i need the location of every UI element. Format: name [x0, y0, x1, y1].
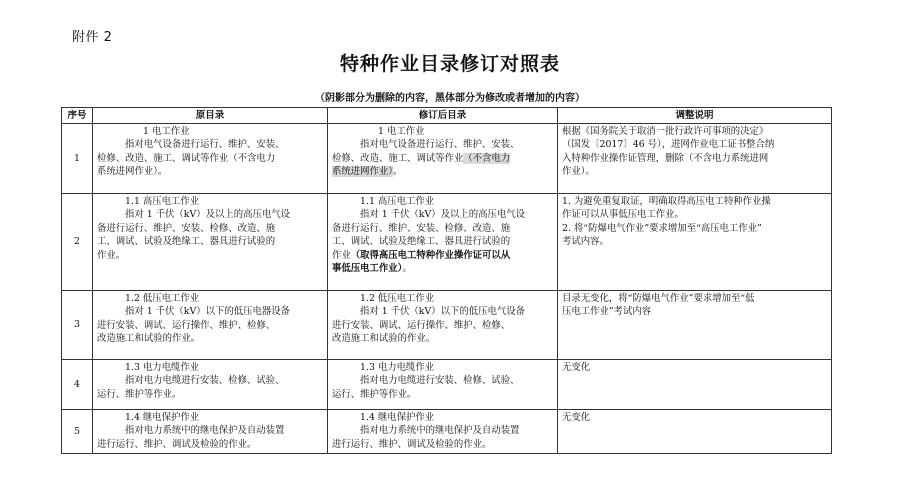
- cell-line: 1.3 电力电缆作业: [125, 362, 200, 373]
- cell-line: 进行安装、调试、运行操作、维护、检修、: [332, 319, 511, 331]
- cell-line: 备进行运行、维护、安装、检修、改造、施: [97, 222, 276, 234]
- cell-line: 工、调试、试验及绝缘工、器具进行试验的: [332, 236, 511, 248]
- cell-line: 改造施工和试验的作业。: [97, 333, 201, 345]
- header-original: 原目录: [93, 108, 328, 124]
- document-title: 特种作业目录修订对照表: [339, 53, 560, 75]
- cell-line: 作业。: [97, 249, 126, 261]
- document-subtitle: （阴影部分为删除的内容，黑体部分为修改或者增加的内容）: [315, 93, 585, 104]
- original-cell: [93, 291, 328, 360]
- cell-line: 1.4 继电保护作业: [125, 412, 200, 423]
- cell-line: 指对 1 千伏（kV）及以上的高压电气设: [360, 209, 526, 221]
- cell-line: [332, 249, 553, 262]
- note-cell: [558, 410, 832, 454]
- cell-line: 工、调试、试验及绝缘工、器具进行试验的: [97, 236, 276, 248]
- cell-line: 1 电工作业: [143, 126, 190, 137]
- cell-line: [332, 152, 553, 165]
- cell-line: 进行运行、维护、调试及检验的作业。: [97, 438, 257, 450]
- deleted-text-shaded: 系统进网作业）: [332, 166, 393, 178]
- original-cell: [93, 194, 328, 291]
- added-text-bold: （取得高压电工特种作业操作证可以从: [350, 249, 511, 261]
- table-row: [62, 194, 832, 291]
- cell-line: 运行、维护等作业。: [97, 388, 182, 400]
- cell-line: 指对电力系统中的继电保护及自动装置: [360, 425, 520, 437]
- table-header-row: [62, 108, 832, 124]
- cell-line: 考试内容。: [562, 236, 609, 248]
- cell-line: 入特种作业操作证管理，删除（不含电力系统进网: [562, 152, 769, 164]
- revised-cell: [328, 410, 558, 454]
- plain-text: 。: [392, 166, 403, 178]
- cell-line: 1.2 低压电工作业: [125, 293, 200, 304]
- cell-line: 根据《国务院关于取消一批行政许可事项的决定》: [562, 126, 769, 137]
- original-cell: [93, 124, 328, 194]
- note-cell: [558, 194, 832, 291]
- row-number: 5: [62, 410, 93, 454]
- note-cell: [558, 291, 832, 360]
- cell-line: 进行运行、维护、调试及检验的作业。: [332, 438, 492, 450]
- cell-line: 检修、改造、施工、调试等作业（不含电力: [97, 152, 276, 164]
- revised-cell: [328, 360, 558, 410]
- cell-line: 压电工作业”考试内容: [562, 306, 652, 318]
- header-seq: 序号: [62, 108, 93, 124]
- table-row: [62, 360, 832, 410]
- cell-line: [332, 262, 553, 275]
- cell-line: [332, 165, 553, 178]
- cell-line: 运行、维护等作业。: [332, 388, 417, 400]
- header-notes: 调整说明: [558, 108, 832, 124]
- deleted-text-shaded: （不含电力: [463, 152, 511, 164]
- cell-line: 进行安装、调试、运行操作、维护、检修、: [97, 319, 276, 331]
- original-cell: [93, 360, 328, 410]
- cell-line: 指对 1 千伏（kV）以下的低压电器设备: [125, 306, 291, 318]
- revised-cell: [328, 124, 558, 194]
- cell-line: 指对 1 千伏（kV）及以上的高压电气设: [125, 209, 291, 221]
- revision-comparison-table: [61, 107, 832, 454]
- cell-line: 指对电力电缆进行安装、检修、试验、: [125, 375, 285, 387]
- note-cell: [558, 360, 832, 410]
- cell-line: 改造施工和试验的作业。: [332, 333, 436, 345]
- cell-line: 指对 1 千伏（kV）以下的低压电气设备: [360, 306, 526, 318]
- plain-text: 。: [402, 263, 412, 275]
- cell-line: 1. 为避免重复取证，明确取得高压电工特种作业操: [562, 196, 771, 207]
- row-number: 1: [62, 124, 93, 194]
- cell-line: 指对电气设备进行运行、维护、安装、: [125, 139, 285, 151]
- cell-line: 1.4 继电保护作业: [360, 412, 435, 423]
- note-cell: [558, 124, 832, 194]
- cell-line: 无变化: [562, 362, 591, 373]
- cell-line: 2. 将“防爆电气作业”要求增加至“高压电工作业”: [562, 222, 762, 234]
- cell-line: 1.3 电力电缆作业: [360, 362, 435, 373]
- cell-line: 作业）。: [562, 166, 595, 178]
- cell-line: 作证可以从事低压电工作业。: [562, 209, 684, 221]
- row-number: 4: [62, 360, 93, 410]
- table-row: [62, 410, 832, 454]
- cell-line: 1.1 高压电工作业: [360, 196, 435, 207]
- attachment-label: 附件 2: [72, 30, 113, 45]
- added-text-bold: 事低压电工作业）: [332, 263, 403, 275]
- cell-line: 无变化: [562, 412, 591, 423]
- cell-line: 指对电气设备进行运行、维护、安装、: [360, 139, 520, 151]
- cell-line: 1 电工作业: [378, 126, 425, 137]
- header-revised: 修订后目录: [328, 108, 558, 124]
- cell-line: 备进行运行、维护、安装、检修、改造、施: [332, 222, 511, 234]
- row-number: 3: [62, 291, 93, 360]
- cell-line: 1.1 高压电工作业: [125, 196, 200, 207]
- plain-text: 检修、改造、施工、调试等作业: [332, 152, 464, 164]
- revised-cell: [328, 194, 558, 291]
- cell-line: 指对电力系统中的继电保护及自动装置: [125, 425, 285, 437]
- cell-line: 1.2 低压电工作业: [360, 293, 435, 304]
- cell-line: 系统进网作业）。: [97, 166, 168, 178]
- row-number: 2: [62, 194, 93, 291]
- original-cell: [93, 410, 328, 454]
- cell-line: 目录无变化，将“防爆电气作业”要求增加至“低: [562, 293, 755, 304]
- table-row: [62, 291, 832, 360]
- revised-cell: [328, 291, 558, 360]
- table-row: [62, 124, 832, 194]
- cell-line: （国发〔2017〕46 号），进网作业电工证书整合纳: [562, 139, 775, 151]
- plain-text: 作业: [332, 249, 351, 261]
- cell-line: 指对电力电缆进行安装、检修、试验、: [360, 375, 520, 387]
